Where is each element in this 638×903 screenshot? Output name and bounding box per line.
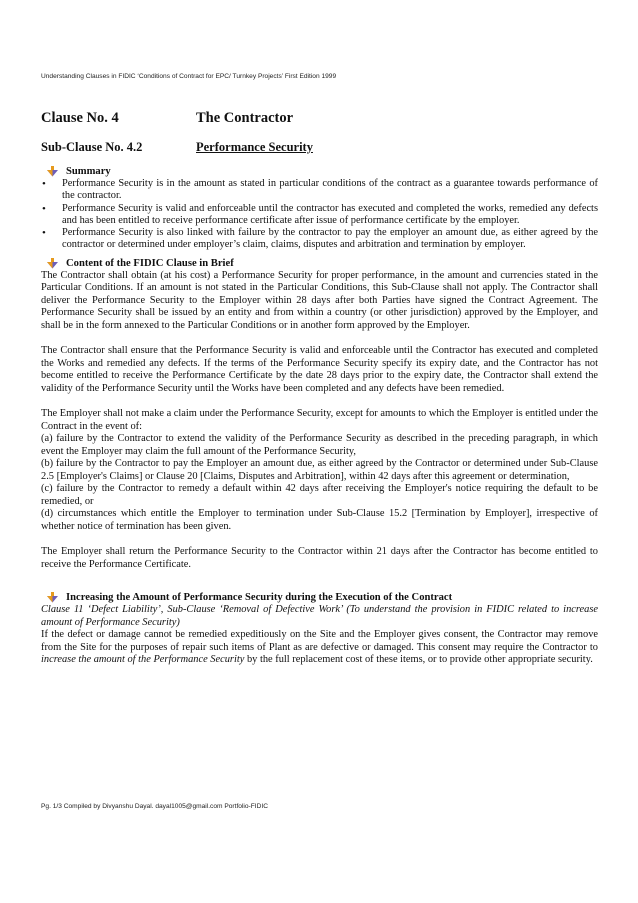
- paragraph: (b) failure by the Contractor to pay the Employer an amount due, as either agreed by the Contractor or determined under Sub-Clause 2.5 [Employer's Claims] or Clause 20 [Claims, Disputes and Arbitration], within 42 days after this agreement or determination,: [41, 458, 598, 482]
- content-heading: Content of the FIDIC Clause in Brief: [41, 257, 598, 270]
- arrow-bullet-icon: [46, 166, 59, 177]
- summary-heading: Summary: [41, 165, 598, 178]
- arrow-bullet-icon: [46, 592, 59, 603]
- list-item: • Performance Security is in the amount as stated in particular conditions of the contract as a guarantee towards performance of the contractor.: [41, 178, 598, 203]
- paragraph: The Contractor shall ensure that the Performance Security is valid and enforceable until the Contractor has executed and completed the Works and remedied any defects. If the terms of the Performance Security specify its expiry date, and the Contractor has not become entitled to receive the Performance Certificate by the date 28 days prior to the expiry date, the Contractor shall extend the validity of the Performance Security until the Works have been completed and any defects have been remedied.: [41, 345, 598, 394]
- paragraph: The Contractor shall obtain (at his cost) a Performance Security for proper performance, in the amount and currencies stated in the Particular Conditions. If an amount is not stated in the Particular Conditions, this Sub-Clause shall not apply. The Contractor shall deliver the Performance Security to the Employer within 28 days after both Parties have signed the Contract Agreement. The Performance Security shall be issued by an entity and from within a country (or other jurisdiction) approved by the Employer, and shall be in the form annexed to the Particular Conditions or in another form approved by the Employer.: [41, 269, 598, 331]
- increase-heading: Increasing the Amount of Performance Security during the Execution of the Contract: [41, 591, 598, 604]
- subclause-label: Sub-Clause No. 4.2: [41, 140, 143, 154]
- clause-title: The Contractor: [196, 110, 294, 126]
- document-body: [41, 110, 598, 667]
- italic-reference: Clause 11 ‘Defect Liability’, Sub-Clause ‘Removal of Defective Work’ (To understand the provision in FIDIC related to increase amount of Performance Security): [41, 604, 598, 628]
- paragraph: The Employer shall return the Performance Security to the Contractor within 21 days after the Contractor has become entitled to receive the Performance Certificate.: [41, 546, 598, 570]
- arrow-bullet-icon: [46, 258, 59, 269]
- paragraph: If the defect or damage cannot be remedied expeditiously on the Site and the Employer gives consent, the Contractor may remove from the Site for the purposes of repair such items of Plant as are defective or damaged. This consent may require the Contractor to increase the amount of the Performance Security by the full replacement cost of these items, or to provide other appropriate security.: [41, 629, 598, 666]
- paragraph: The Employer shall not make a claim under the Performance Security, except for amounts to which the Employer is entitled under the Contract in the event of:: [41, 408, 598, 432]
- subclause-heading: [41, 140, 598, 155]
- page-header: Understanding Clauses in FIDIC ‘Conditions of Contract for EPC/ Turnkey Projects’ First Edition 1999: [41, 73, 337, 80]
- list-item: • Performance Security is valid and enforceable until the contractor has executed and completed the works, remedied any defects and has been entitled to receive performance certificate after issue of performance certificate by the employer.: [41, 203, 598, 228]
- paragraph: (c) failure by the Contractor to remedy a default within 42 days after receiving the Employer's notice requiring the default to be remedied, or: [41, 483, 598, 507]
- list-item: • Performance Security is also linked with failure by the contractor to pay the employer an amount due, as either agreed by the contractor or determined under employer’s claim, claims, disputes and arbitration and termination by employer.: [41, 227, 598, 252]
- paragraph: (a) failure by the Contractor to extend the validity of the Performance Security as described in the preceding paragraph, in which event the Employer may claim the full amount of the Performance Security,: [41, 433, 598, 457]
- clause-heading: [41, 110, 598, 127]
- summary-list: [41, 178, 598, 252]
- subclause-title: Performance Security: [196, 140, 313, 154]
- paragraph: (d) circumstances which entitle the Employer to termination under Sub-Clause 15.2 [Termination by Employer], irrespective of whether notice of termination has been given.: [41, 508, 598, 532]
- page-footer: Pg. 1/3 Compiled by Divyanshu Dayal. dayal1005@gmail.com Portfolio-FIDIC: [41, 803, 268, 810]
- clause-label: Clause No. 4: [41, 110, 119, 126]
